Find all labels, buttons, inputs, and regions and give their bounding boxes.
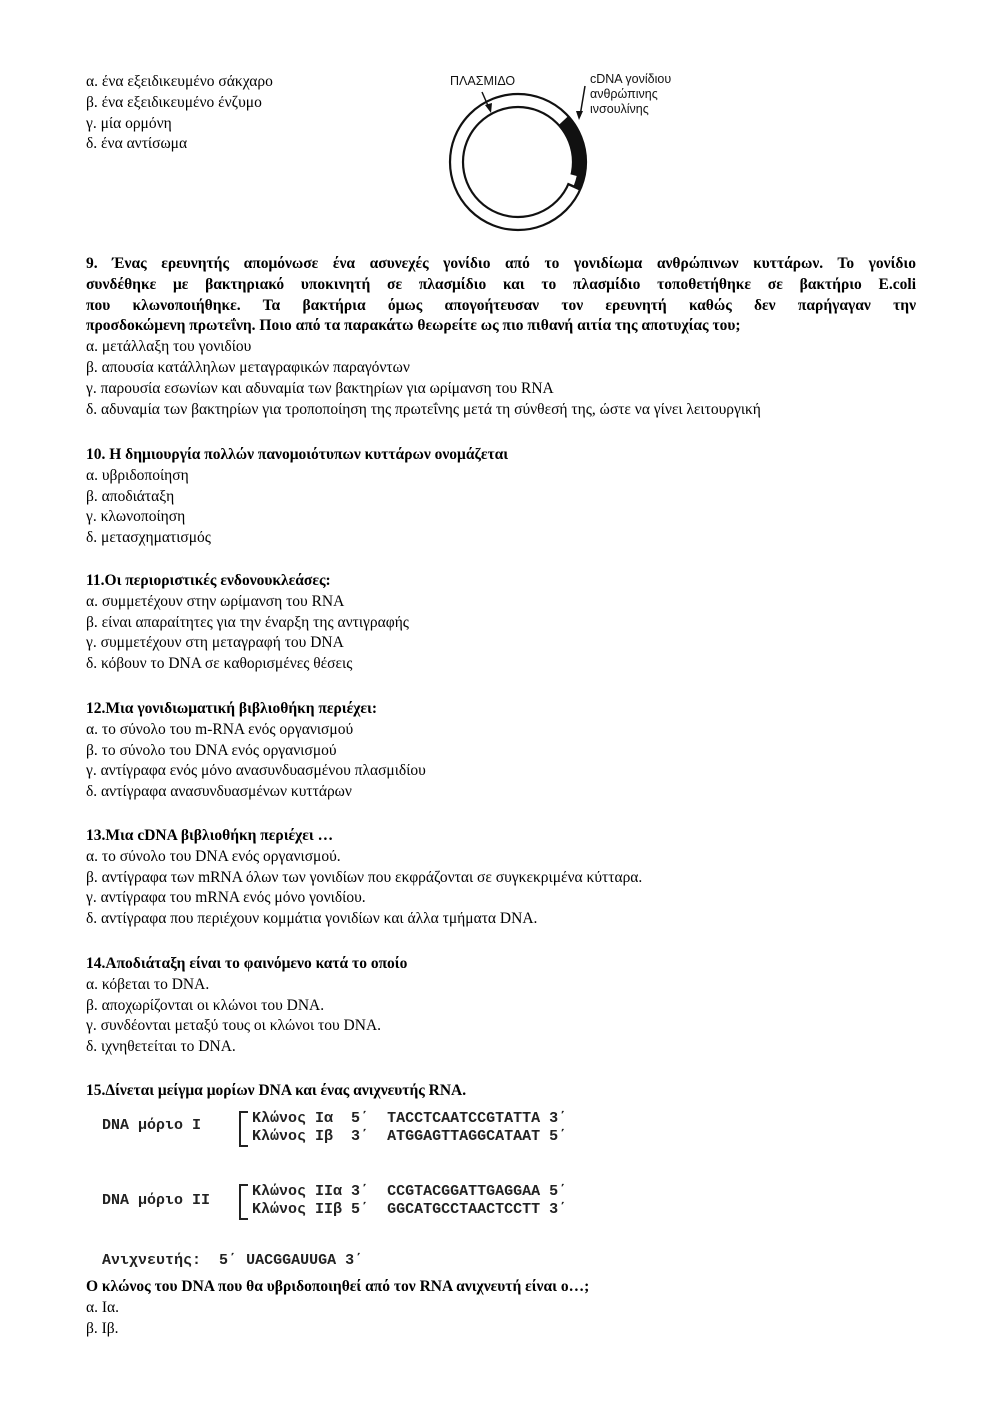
q10-title: 10. Η δημιουργία πολλών πανομοιότυπων κυττάρων ονομάζεται	[86, 446, 509, 463]
q13-option-c: γ. αντίγραφα του mRNA ενός μόνο γονιδίου.	[86, 889, 366, 907]
q14-option-b: β. αποχωρίζονται οι κλώνοι του DNA.	[86, 996, 325, 1014]
q12-option-d: δ. αντίγραφα ανασυνδυασμένων κυττάρων	[86, 783, 352, 801]
q13-option-b: β. αντίγραφα των mRNA όλων των γονιδίων που εκφράζονται σε συγκεκριμένα κύτταρα.	[86, 868, 643, 886]
q10-option-d: δ. μετασχηματισμός	[86, 529, 211, 547]
dna-figure	[86, 1110, 916, 1269]
q9-option-a: α. μετάλλαξη του γονιδίου	[86, 338, 252, 356]
q11-title: 11.Οι περιοριστικές ενδονουκλεάσες:	[86, 572, 331, 589]
q8-option-c: γ. μία ορμόνη	[86, 114, 172, 132]
strand-1b-start: 3΄	[351, 1128, 370, 1145]
probe-end: 3΄	[345, 1252, 364, 1269]
q15-question-block	[86, 1277, 916, 1339]
q9-option-c: γ. παρουσία εσωνίων και αδυναμία των βακτηρίων για ωρίμανση του RNA	[86, 379, 554, 397]
q12-option-b: β. το σύνολο του DNA ενός οργανισμού	[86, 741, 337, 759]
q9-option-b: β. απουσία κατάλληλων μεταγραφικών παραγόντων	[86, 358, 410, 376]
q9-text-line-1: 9. Ένας ερευνητής απομόνωσε ένα ασυνεχές γονίδιο από το γονιδίωμα ανθρώπινων κυττάρων. Το γονίδιο	[86, 255, 916, 272]
plasmid-inner-ring	[463, 107, 573, 217]
q12	[86, 699, 916, 803]
q11-option-b: β. είναι απαραίτητες για την έναρξη της αντιγραφής	[86, 613, 409, 631]
q14-option-c: γ. συνδέονται μεταξύ τους οι κλώνοι του DNA.	[86, 1017, 382, 1035]
bracket-molecule-1	[236, 1110, 250, 1148]
q15-title-block	[86, 1081, 916, 1102]
q8-option-b: β. ένα εξειδικευμένο ένζυμο	[86, 93, 262, 111]
cdna-arrow-head	[576, 111, 583, 120]
q9-option-d: δ. αδυναμία των βακτηρίων για τροποποίηση της πρωτεΐνης μετά τη σύνθεσή της, ώστε να γίνει λειτουργική	[86, 400, 761, 418]
probe-start: 5΄	[219, 1252, 238, 1269]
strand-1a-start: 5΄	[351, 1110, 370, 1127]
strand-1b	[252, 1128, 567, 1145]
q10-option-b: β. αποδιάταξη	[86, 487, 175, 505]
plasmid-figure	[430, 64, 720, 234]
q9-text-line-2: συνδέθηκε με βακτηριακό υποκινητή σε πλασμίδιο και το πλασμίδιο τοποθετήθηκε σε βακτήριο E.coli	[86, 275, 916, 293]
plasmid-label: ΠΛΑΣΜΙΔΟ	[450, 74, 516, 88]
q13-option-d: δ. αντίγραφα που περιέχουν κομμάτια γονιδίων και άλλα τμήματα DNA.	[86, 910, 538, 928]
q9-text-line-3: που κλωνοποιήθηκε. Τα βακτήρια όμως απογοήτευσαν τον ερευνητή καθώς δεν παρήγαγαν την	[86, 296, 916, 314]
q12-title: 12.Μια γονιδιωματική βιβλιοθήκη περιέχει:	[86, 700, 377, 717]
strand-2a-end: 5΄	[549, 1183, 568, 1200]
strand-1b-sequence: ATGGAGTTAGGCATAAT	[387, 1128, 541, 1145]
q11	[86, 571, 916, 675]
q14-option-a: α. κόβεται το DNA.	[86, 975, 210, 993]
strand-1a	[252, 1110, 567, 1127]
cdna-label	[590, 72, 671, 117]
q14-title: 14.Αποδιάταξη είναι το φαινόμενο κατά το οποίο	[86, 955, 408, 972]
plasmid-outer-ring	[450, 94, 586, 230]
q8-option-d: δ. ένα αντίσωμα	[86, 135, 188, 153]
q15-title: 15.Δίνεται μείγμα μορίων DNA και ένας ανιχνευτής RNA.	[86, 1082, 467, 1099]
dna-molecule-2-label: DNA μόριο II	[102, 1192, 211, 1209]
q8-option-a: α. ένα εξειδικευμένο σάκχαρο	[86, 73, 273, 90]
plasmid-diagram	[430, 64, 720, 234]
plasmid-arrow-head	[485, 103, 492, 113]
probe-sequence: UACGGAUUGA	[246, 1252, 337, 1269]
strand-2b-sequence: GGCATGCCTAACTCCTT	[387, 1201, 541, 1218]
strand-1b-name: Κλώνος Ιβ	[252, 1128, 334, 1145]
strand-2b-end: 3΄	[549, 1201, 568, 1218]
strand-1a-sequence: TACCTCAATCCGTATTA	[387, 1110, 541, 1127]
strand-1a-end: 3΄	[549, 1110, 568, 1127]
q9	[86, 254, 916, 420]
q10-option-c: γ. κλωνοποίηση	[86, 508, 186, 526]
q14	[86, 954, 916, 1058]
q9-text-line-4: προσδοκώμενη πρωτεΐνη. Ποιο από τα παρακάτω θεωρείτε ως πιο πιθανή αιτία της αποτυχίας του;	[86, 317, 741, 335]
q15-option-b: β. Ιβ.	[86, 1319, 119, 1337]
cdna-label-line-2: ανθρώπινης	[590, 87, 658, 101]
strand-1a-name: Κλώνος Ια	[252, 1110, 334, 1127]
cdna-label-line-1: cDNA γονίδιου	[590, 72, 672, 86]
strand-2b	[252, 1201, 567, 1218]
bracket-molecule-2	[236, 1183, 250, 1221]
q14-option-d: δ. ιχνηθετείται το DNA.	[86, 1038, 236, 1056]
strand-2b-name: Κλώνος IIβ	[252, 1201, 343, 1218]
q12-option-c: γ. αντίγραφα ενός μόνο ανασυνδυασμένου πλασμιδίου	[86, 762, 426, 780]
probe-label: Ανιχνευτής:	[102, 1252, 202, 1269]
q13	[86, 826, 916, 930]
q10-option-a: α. υβριδοποίηση	[86, 466, 189, 484]
strand-2a	[252, 1183, 567, 1200]
strand-2a-sequence: CCGTACGGATTGAGGAA	[387, 1183, 541, 1200]
cdna-label-line-3: ινσουλίνης	[590, 102, 649, 116]
q12-option-a: α. το σύνολο του m-RNA ενός οργανισμού	[86, 720, 354, 738]
strand-1b-end: 5΄	[549, 1128, 568, 1145]
probe	[102, 1252, 363, 1269]
q13-title: 13.Μια cDNA βιβλιοθήκη περιέχει …	[86, 827, 334, 844]
q11-option-d: δ. κόβουν το DNA σε καθορισμένες θέσεις	[86, 655, 353, 673]
q10	[86, 445, 916, 549]
dna-molecule-1-label: DNA μόριο I	[102, 1117, 202, 1134]
q11-option-a: α. συμμετέχουν στην ωρίμανση του RNA	[86, 592, 345, 610]
strand-2a-start: 3΄	[351, 1183, 370, 1200]
q15-option-a: α. Ια.	[86, 1298, 120, 1316]
q15-question: Ο κλώνος του DNA που θα υβριδοποιηθεί από τον RNA ανιχνευτή είναι ο…;	[86, 1278, 590, 1295]
q13-option-a: α. το σύνολο του DNA ενός οργανισμού.	[86, 847, 341, 865]
q11-option-c: γ. συμμετέχουν στη μεταγραφή του DNA	[86, 634, 344, 652]
strand-2a-name: Κλώνος IIα	[252, 1183, 343, 1200]
strand-2b-start: 5΄	[351, 1201, 370, 1218]
